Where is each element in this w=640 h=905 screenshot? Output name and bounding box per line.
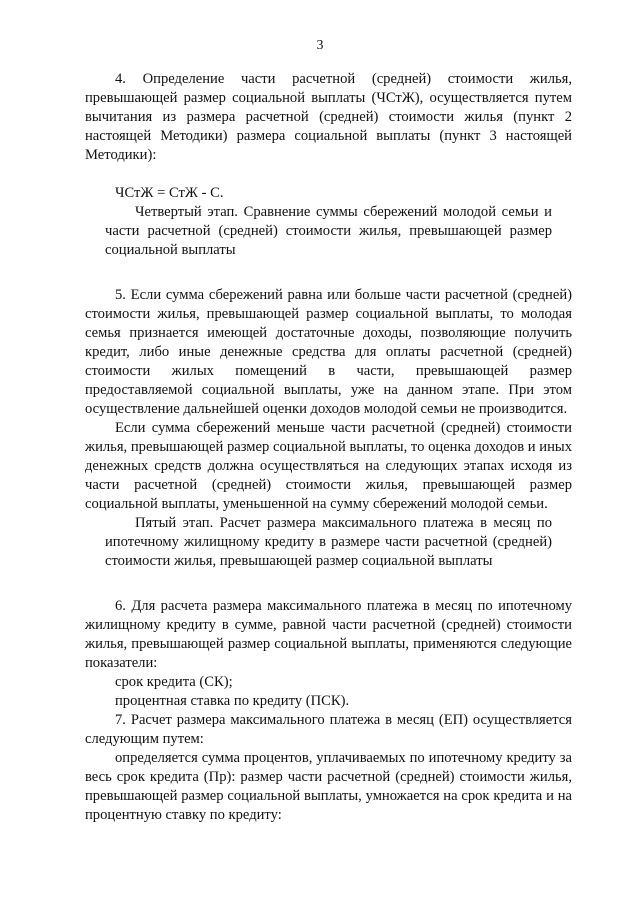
- paragraph-5: 5. Если сумма сбережений равна или больше части расчетной (средней) стоимости жилья, превышающей размер социальной выплаты, то молодая семья признается имеющей достаточные доходы, позволяющие получить кредит, либо иные денежные средства для оплаты расчетной (средней) стоимости жилых помещений в части, превышающей размер предоставляемой социальной выплаты, уже на данном этапе. При этом осуществление дальнейшей оценки доходов молодой семьи не производится.: [85, 287, 572, 417]
- paragraph-7: 7. Расчет размера максимального платежа в месяц (ЕП) осуществляется следующим путем:: [85, 712, 572, 747]
- paragraph-4: 4. Определение части расчетной (средней) стоимости жилья, превышающей размер социальной выплаты (ЧСтЖ), осуществляется путем вычитания из размера расчетной (средней) стоимости жилья (пункт 2 настоящей Методики) размера социальной выплаты (пункт 3 настоящей Методики):: [85, 71, 572, 163]
- paragraph-6: 6. Для расчета размера максимального платежа в месяц по ипотечному жилищному кредиту в сумме, равной части расчетной (средней) стоимости жилья, превышающей размер социальной выплаты, применяются следующие показатели:: [85, 598, 572, 671]
- paragraph-5-continued: Если сумма сбережений меньше части расчетной (средней) стоимости жилья, превышающей размер социальной выплаты, то оценка доходов и иных денежных средств должна осуществляться на следующих этапах исходя из части расчетной (средней) стоимости жилья, превышающей размер социальной выплаты, уменьшенной на сумму сбережений молодой семьи.: [85, 420, 572, 512]
- heading-stage-4: Четвертый этап. Сравнение суммы сбережений молодой семьи и части расчетной (средней) стоимости жилья, превышающей размер социальной выплаты: [105, 204, 552, 258]
- paragraph-7-item-1: определяется сумма процентов, уплачиваемых по ипотечному кредиту за весь срок кредита (Пр): размер части расчетной (средней) стоимости жилья, превышающей размер социальной выплаты, умножается на срок кредита и на процентную ставку по кредиту:: [85, 750, 572, 823]
- formula: ЧСтЖ = СтЖ - С.: [115, 185, 224, 201]
- paragraph-6-item-2: процентная ставка по кредиту (ПСК).: [115, 693, 350, 709]
- paragraph-6-item-1: срок кредита (СК);: [115, 674, 233, 690]
- heading-stage-5: Пятый этап. Расчет размера максимального платежа в месяц по ипотечному жилищному кредиту в размере части расчетной (средней) стоимости жилья, превышающей размер социальной выплаты: [105, 515, 552, 569]
- document-body: [85, 70, 572, 825]
- page-number: 3: [316, 38, 324, 53]
